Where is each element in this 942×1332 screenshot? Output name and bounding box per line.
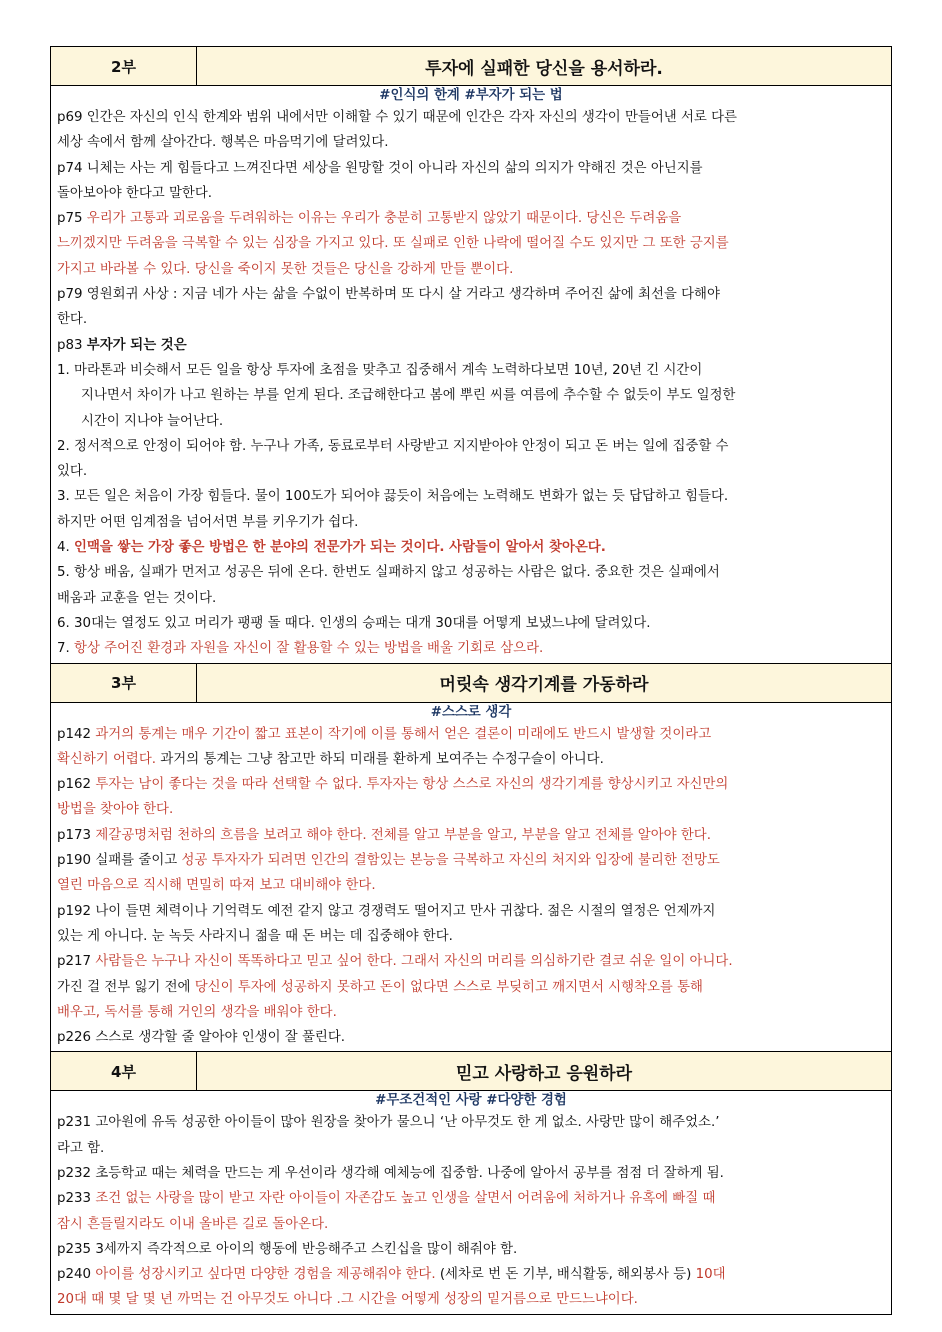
text-segment: 배움과 교훈을 얻는 것이다. xyxy=(57,590,217,606)
text-line xyxy=(57,899,885,924)
text-line xyxy=(57,257,885,282)
text-line xyxy=(57,848,885,873)
text-line xyxy=(57,358,885,383)
text-segment: 10대 xyxy=(695,1267,726,1283)
text-line xyxy=(57,586,885,611)
text-line xyxy=(57,206,885,231)
section-part-label: 3부 xyxy=(51,664,197,702)
text-segment: 잠시 흔들릴지라도 이내 올바른 길로 돌아온다. xyxy=(57,1216,329,1232)
section-header xyxy=(51,46,891,86)
text-segment: p226 스스로 생각할 줄 알아야 인생이 잘 풀린다. xyxy=(57,1030,346,1046)
text-segment: p233 xyxy=(57,1191,96,1207)
text-segment: p190 실패를 줄이고 xyxy=(57,853,182,869)
text-segment: 라고 함. xyxy=(57,1140,105,1156)
text-line xyxy=(57,333,885,358)
text-segment: p173 xyxy=(57,827,96,843)
text-segment: 우리가 고통과 괴로움을 두려워하는 이유는 우리가 충분히 고통받지 않았기 때문이다. 당신은 두려움을 xyxy=(86,211,682,227)
text-line xyxy=(57,772,885,797)
text-line xyxy=(57,231,885,256)
text-segment: p232 초등학교 때는 체력을 만드는 게 우선이라 생각해 예체능에 집중함. 나중에 알아서 공부를 점점 더 잘하게 됨. xyxy=(57,1165,724,1181)
text-segment: p83 xyxy=(57,337,87,353)
text-segment: p217 xyxy=(57,954,96,970)
text-segment: 가진 걸 전부 잃기 전에 xyxy=(57,979,195,995)
text-line xyxy=(57,409,885,434)
text-line xyxy=(57,1262,885,1287)
text-line xyxy=(57,873,885,898)
text-line xyxy=(57,797,885,822)
section-tags: #무조건적인 사랑 #다양한 경험 xyxy=(375,1093,567,1109)
text-segment: 당신이 투자에 성공하지 못하고 돈이 없다면 스스로 부딪히고 깨지면서 시행착오를 통해 xyxy=(194,979,703,995)
text-segment: 7. xyxy=(57,641,75,657)
section-title: 투자에 실패한 당신을 용서하라. xyxy=(425,58,663,79)
text-segment: 시간이 지나야 늘어난다. xyxy=(81,413,224,429)
text-segment: p231 고아원에 유독 성공한 아이들이 많아 원장을 찾아가 물으니 ‘난 아무것도 한 게 없소. 사랑만 많이 해주었소.’ xyxy=(57,1115,720,1131)
text-segment: p74 니체는 사는 게 힘들다고 느껴진다면 세상을 원망할 것이 아니라 자신의 삶의 의지가 약해진 것은 아닌지를 xyxy=(57,160,703,176)
text-segment: 인맥을 쌓는 가장 좋은 방법은 한 분야의 전문가가 되는 것이다. 사람들이 알아서 찾아온다. xyxy=(74,540,606,556)
section-title: 머릿속 생각기계를 가동하라 xyxy=(439,675,649,696)
text-segment: 방법을 찾아야 한다. xyxy=(57,802,174,818)
text-line xyxy=(57,560,885,585)
text-line xyxy=(57,535,885,560)
text-segment: 하지만 어떤 임계점을 넘어서면 부를 키우기가 쉽다. xyxy=(57,514,359,530)
text-segment: 투자는 남이 좋다는 것을 따라 선택할 수 없다. 투자자는 항상 스스로 자신의 생각기계를 향상시키고 자신만의 xyxy=(95,777,729,793)
section-body xyxy=(51,86,891,663)
section-part-label: 2부 xyxy=(51,47,197,85)
section-body xyxy=(51,703,891,1052)
section xyxy=(50,663,892,1052)
text-segment: p79 영원회귀 사상 : 지금 네가 사는 삶을 수없이 반복하며 또 다시 살 거라고 생각하며 주어진 삶에 최선을 다해야 xyxy=(57,287,720,303)
text-line xyxy=(57,1161,885,1186)
text-segment: 성공 투자자가 되려면 인간의 결함있는 본능을 극복하고 자신의 처지와 입장에 불리한 전망도 xyxy=(181,853,720,869)
text-line xyxy=(57,1186,885,1211)
text-segment: p69 인간은 자신의 인식 한계와 범위 내에서만 이해할 수 있기 때문에 인간은 각자 자신의 생각이 만들어낸 서로 다른 xyxy=(57,110,737,125)
text-segment: 가지고 바라볼 수 있다. 당신을 죽이지 못한 것들은 당신을 강하게 만들 뿐이다. xyxy=(57,261,514,277)
section-part-label: 4부 xyxy=(51,1052,197,1090)
text-line xyxy=(57,636,885,661)
text-line xyxy=(57,484,885,509)
text-segment: 과거의 통계는 매우 기간이 짧고 표본이 작기에 이를 통해서 얻은 결론이 미래에도 반드시 발생할 것이라고 xyxy=(95,726,712,742)
text-line xyxy=(57,1025,885,1050)
text-segment: 항상 주어진 환경과 자원을 자신이 잘 활용할 수 있는 방법을 배울 기회로 삼으라. xyxy=(74,641,544,657)
text-segment: 과거의 통계는 그냥 참고만 하되 미래를 환하게 보여주는 수정구슬이 아니다. xyxy=(156,751,604,767)
text-line xyxy=(57,1212,885,1237)
text-segment: 제갈공명처럼 천하의 흐름을 보려고 해야 한다. 전체를 알고 부분을 알고, 부분을 알고 전체를 알아야 한다. xyxy=(95,827,711,843)
text-segment: 한다. xyxy=(57,312,88,328)
text-segment: 확신하기 어렵다. xyxy=(57,751,157,767)
text-segment: (세차로 번 돈 기부, 배식활동, 해외봉사 등) xyxy=(435,1267,696,1283)
text-line xyxy=(57,747,885,772)
text-line xyxy=(57,383,885,408)
text-line xyxy=(57,1237,885,1262)
text-line xyxy=(57,722,885,747)
text-line xyxy=(57,924,885,949)
text-segment: 6. 30대는 열정도 있고 머리가 팽팽 돌 때다. 인생의 승패는 대개 30대를 어떻게 보냈느냐에 달려있다. xyxy=(57,615,651,631)
text-segment: 있는 게 아니다. 눈 녹듯 사라지니 젊을 때 돈 버는 데 집중해야 한다. xyxy=(57,928,453,944)
text-segment: 열린 마음으로 직시해 면밀히 따져 보고 대비해야 한다. xyxy=(57,878,376,894)
text-segment: p75 xyxy=(57,211,87,227)
section-title: 믿고 사랑하고 응원하라 xyxy=(455,1063,633,1084)
text-segment: p240 xyxy=(57,1267,96,1283)
text-segment: 돌아보아야 한다고 말한다. xyxy=(57,185,213,201)
text-segment: 부자가 되는 것은 xyxy=(86,337,187,353)
text-segment: 느끼겠지만 두려움을 극복할 수 있는 심장을 가지고 있다. 또 실패로 인한 나락에 떨어질 수도 있지만 그 또한 긍지를 xyxy=(57,236,729,252)
text-line xyxy=(57,307,885,332)
text-segment: 배우고, 독서를 통해 거인의 생각을 배워야 한다. xyxy=(57,1004,337,1020)
text-segment: 사람들은 누구나 자신이 똑똑하다고 믿고 싶어 한다. 그래서 자신의 머리를 의심하기란 결코 쉬운 일이 아니다. xyxy=(95,954,733,970)
section-header xyxy=(51,663,891,703)
text-line xyxy=(57,1136,885,1161)
text-line xyxy=(57,1000,885,1025)
document xyxy=(50,46,892,1315)
text-line xyxy=(57,434,885,459)
text-segment: 조건 없는 사랑을 많이 받고 자란 아이들이 자존감도 높고 인생을 살면서 어려움에 처하거나 유혹에 빠질 때 xyxy=(95,1191,716,1207)
text-line xyxy=(57,510,885,535)
section xyxy=(50,46,892,663)
text-segment: 2. 정서적으로 안정이 되어야 함. 누구나 가족, 동료로부터 사랑받고 지지받아야 안정이 되고 돈 버는 일에 집중할 수 xyxy=(57,438,729,454)
text-line xyxy=(57,1287,885,1312)
text-segment: 4. xyxy=(57,540,75,556)
text-line xyxy=(57,823,885,848)
text-segment: 지나면서 차이가 나고 원하는 부를 얻게 된다. 조급해한다고 봄에 뿌린 씨를 여름에 추수할 수 없듯이 부도 일정한 xyxy=(81,388,736,404)
section-tags: #인식의 한계 #부자가 되는 법 xyxy=(379,88,563,103)
text-segment: p192 나이 들면 체력이나 기억력도 예전 같지 않고 경쟁력도 떨어지고 만사 귀찮다. 젊은 시절의 열정은 언제까지 xyxy=(57,903,716,919)
text-line xyxy=(57,975,885,1000)
text-line xyxy=(57,156,885,181)
text-segment: p162 xyxy=(57,777,96,793)
text-segment: 5. 항상 배움, 실패가 먼저고 성공은 뒤에 온다. 한번도 실패하지 않고 성공하는 사람은 없다. 중요한 것은 실패에서 xyxy=(57,565,720,581)
text-line xyxy=(57,130,885,155)
text-segment: 1. 마라톤과 비슷해서 모든 일을 항상 투자에 초점을 맞추고 집중해서 계속 노력하다보면 10년, 20년 긴 시간이 xyxy=(57,362,703,378)
text-segment: 아이를 성장시키고 싶다면 다양한 경험을 제공해줘야 한다. xyxy=(95,1267,436,1283)
text-line xyxy=(57,1110,885,1135)
section-header xyxy=(51,1051,891,1091)
text-segment: p235 3세까지 즉각적으로 아이의 행동에 반응해주고 스킨십을 많이 해줘야 함. xyxy=(57,1241,518,1257)
text-line xyxy=(57,105,885,130)
section-body xyxy=(51,1091,891,1313)
text-line xyxy=(57,949,885,974)
text-line xyxy=(57,459,885,484)
text-line xyxy=(57,181,885,206)
text-segment: 3. 모든 일은 처음이 가장 힘들다. 물이 100도가 되어야 끓듯이 처음에는 노력해도 변화가 없는 듯 답답하고 힘들다. xyxy=(57,489,729,505)
section xyxy=(50,1051,892,1314)
text-segment: 있다. xyxy=(57,464,88,480)
text-line xyxy=(57,611,885,636)
text-segment: p142 xyxy=(57,726,96,742)
section-tags: #스스로 생각 xyxy=(430,704,512,720)
text-segment: 20대 때 몇 달 몇 년 까먹는 건 아무것도 아니다 .그 시간을 어떻게 성장의 밑거름으로 만드느냐이다. xyxy=(57,1292,638,1308)
text-line xyxy=(57,282,885,307)
text-segment: 세상 속에서 함께 살아간다. 행복은 마음먹기에 달려있다. xyxy=(57,135,389,151)
